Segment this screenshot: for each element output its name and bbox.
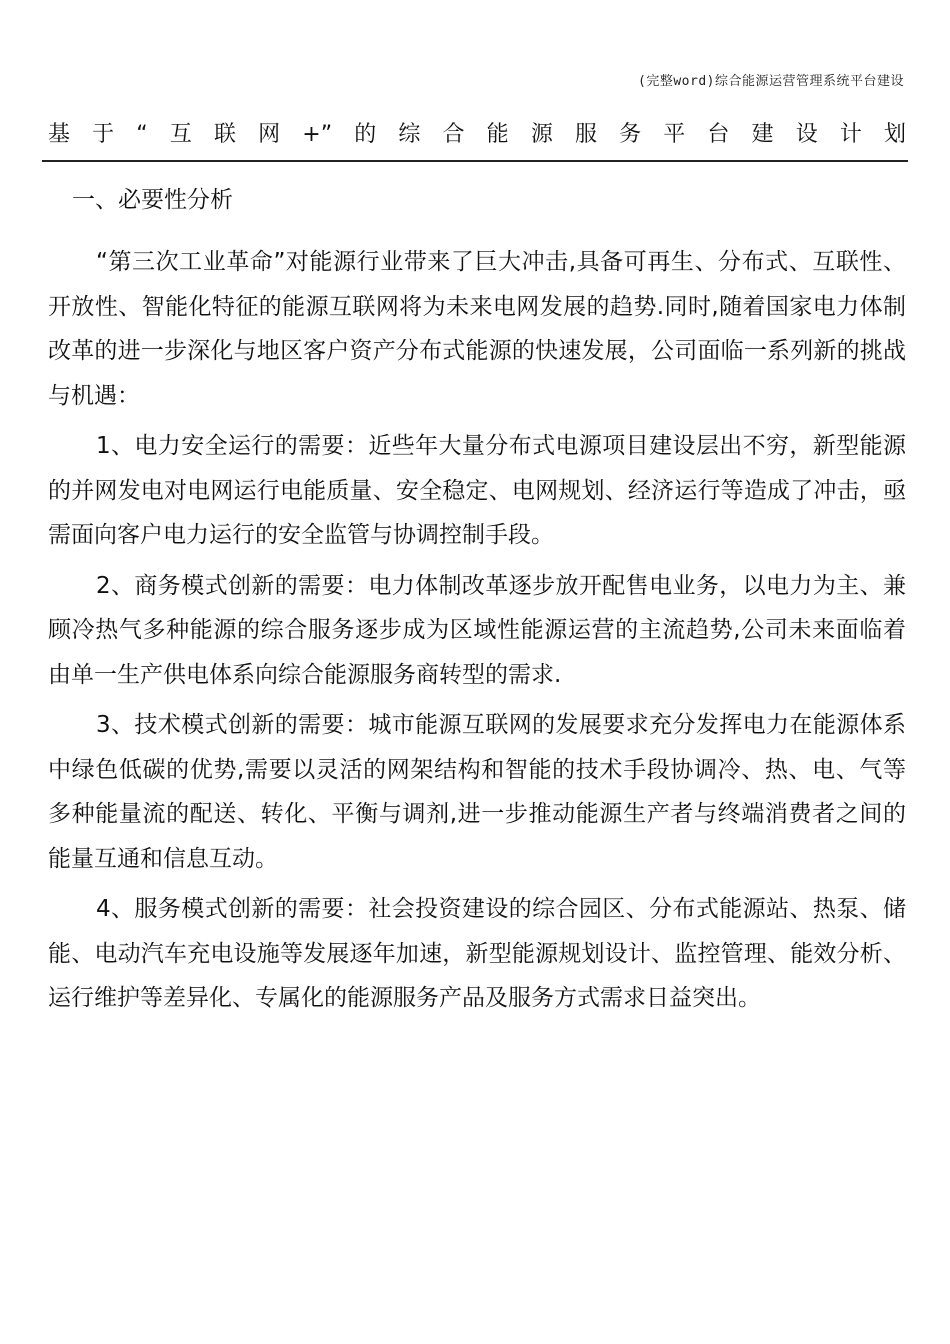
list-item: 3、技术模式创新的需要：城市能源互联网的发展要求充分发挥电力在能源体系中绿色低碳的优势,需要以灵活的网架结构和智能的技术手段协调冷、热、电、气等多种能量流的配送、转化、平衡与调剂,进一步推动能源生产者与终端消费者之间的能量互通和信息互动。 bbox=[48, 712, 906, 872]
title-divider bbox=[42, 160, 908, 162]
document-title: 基于“互联网+”的综合能源服务平台建设计划 bbox=[48, 122, 906, 147]
list-item: 4、服务模式创新的需要：社会投资建设的综合园区、分布式能源站、热泵、储能、电动汽车充电设施等发展逐年加速，新型能源规划设计、监控管理、能效分析、运行维护等差异化、专属化的能源服务产品及服务方式需求日益突出。 bbox=[48, 896, 906, 1011]
intro-paragraph: “第三次工业革命”对能源行业带来了巨大冲击,具备可再生、分布式、互联性、开放性、智能化特征的能源互联网将为未来电网发展的趋势.同时,随着国家电力体制改革的进一步深化与地区客户资产分布式能源的快速发展，公司面临一系列新的挑战与机遇： bbox=[48, 249, 906, 409]
page-header-note: (完整word)综合能源运营管理系统平台建设 bbox=[638, 74, 904, 89]
list-item: 2、商务模式创新的需要：电力体制改革逐步放开配售电业务，以电力为主、兼顾冷热气多种能源的综合服务逐步成为区域性能源运营的主流趋势,公司未来面临着由单一生产供电体系向综合能源服务商转型的需求. bbox=[48, 572, 906, 688]
document-body bbox=[48, 182, 906, 1027]
section-heading: 一、必要性分析 bbox=[72, 187, 233, 213]
list-item: 1、电力安全运行的需要：近些年大量分布式电源项目建设层出不穷，新型能源的并网发电对电网运行电能质量、安全稳定、电网规划、经济运行等造成了冲击，亟需面向客户电力运行的安全监管与协调控制手段。 bbox=[48, 433, 906, 548]
